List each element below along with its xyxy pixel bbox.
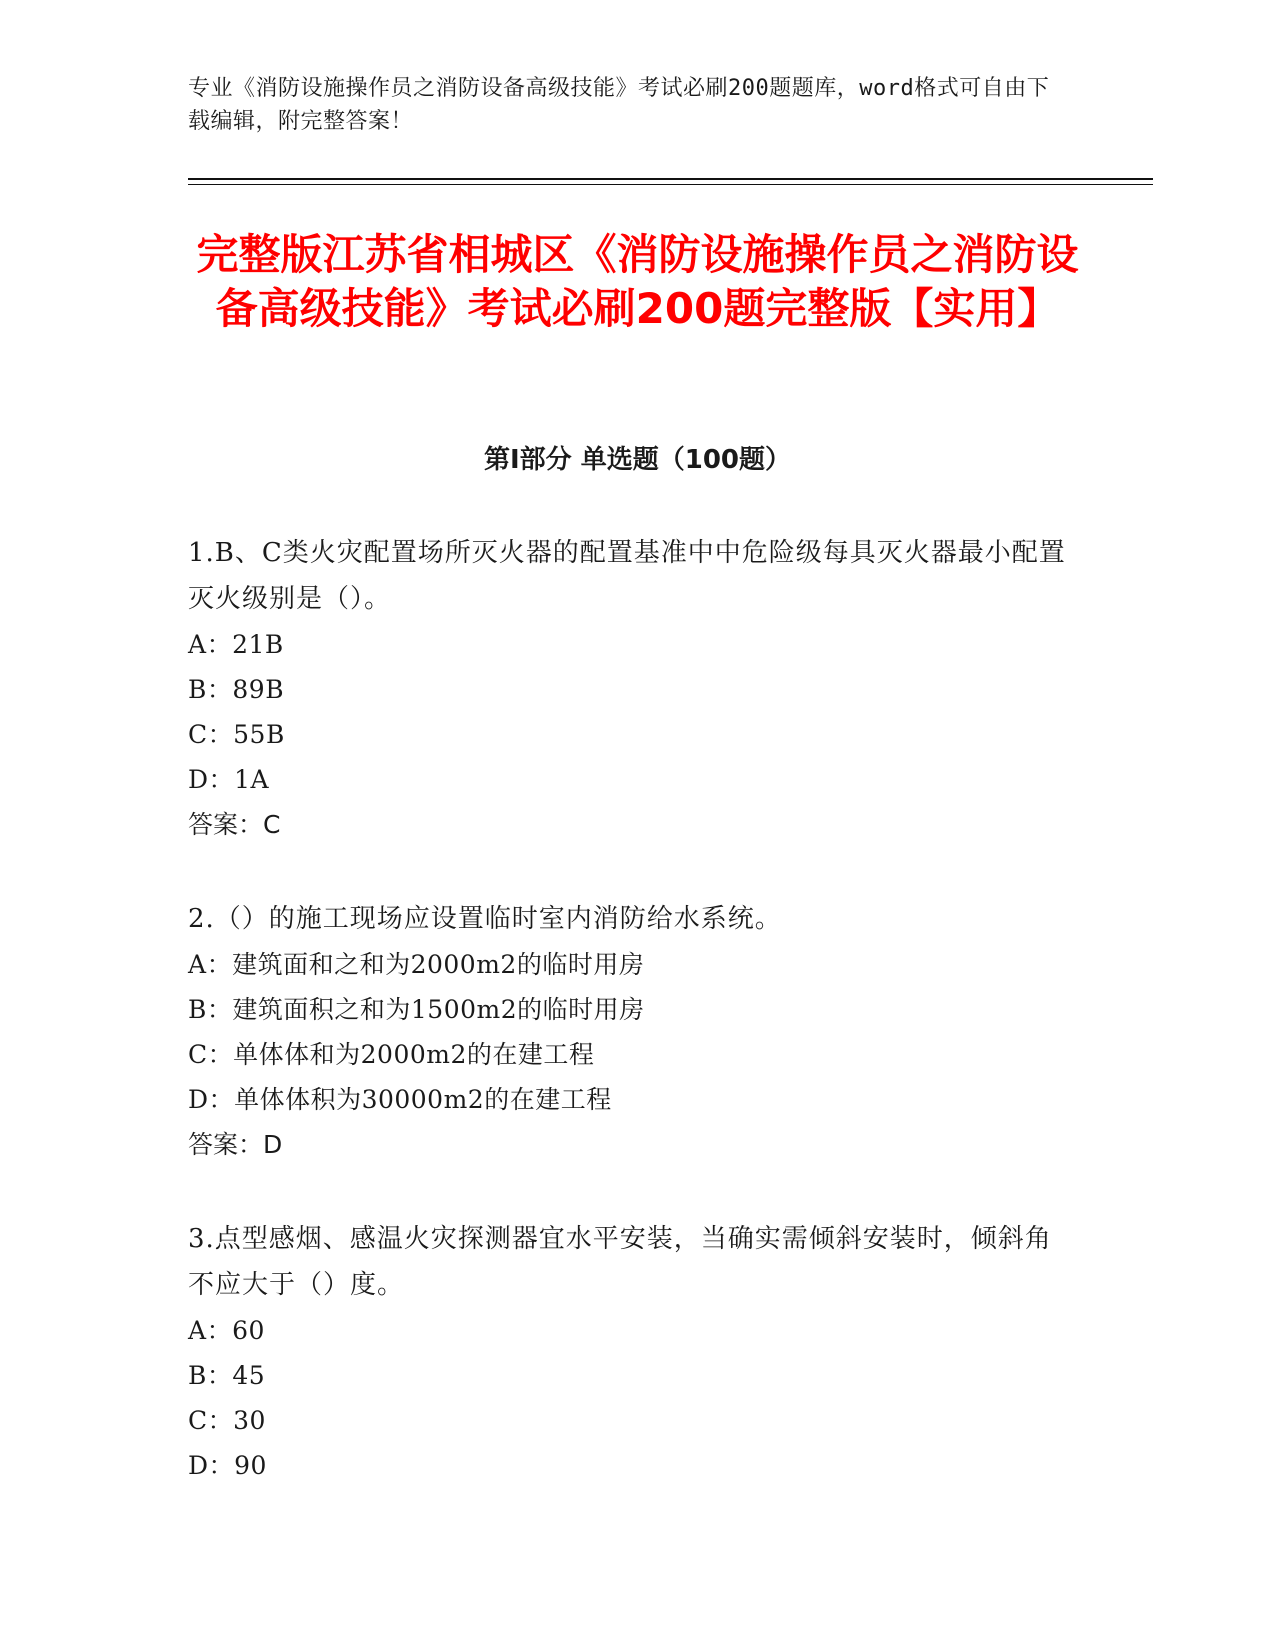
- option-text: 单体体和为2000m2的在建工程: [233, 1040, 595, 1069]
- section-heading: 第I部分 单选题（100题）: [484, 445, 791, 475]
- option-text: 45: [232, 1361, 266, 1390]
- document-title: 完整版江苏省相城区《消防设施操作员之消防设备高级技能》考试必刷200题完整版【实用】: [196, 230, 1079, 333]
- option-a: [188, 622, 1068, 667]
- option-d: [188, 1443, 1068, 1488]
- question-text: 1.B、C类火灾配置场所灭火器的配置基准中中危险级每具灭火器最小配置灭火级别是（）。: [188, 538, 1066, 614]
- option-letter: D: [188, 765, 209, 794]
- option-separator: ：: [206, 630, 233, 659]
- question-text: 3.点型感烟、感温火灾探测器宜水平安装，当确实需倾斜安装时，倾斜角不应大于（）度。: [188, 1224, 1052, 1300]
- option-letter: B: [188, 675, 207, 704]
- option-separator: ：: [207, 1040, 234, 1069]
- option-separator: ：: [206, 950, 233, 979]
- option-c: [188, 1398, 1068, 1443]
- option-text: 60: [232, 1316, 265, 1345]
- option-text: 90: [234, 1451, 267, 1480]
- question-1: [188, 530, 1068, 848]
- option-text: 建筑面和之和为2000m2的临时用房: [232, 950, 645, 979]
- option-text: 建筑面积之和为1500m2的临时用房: [232, 995, 645, 1024]
- option-b: [188, 1353, 1068, 1398]
- option-letter: A: [188, 950, 207, 979]
- option-separator: ：: [207, 720, 234, 749]
- option-letter: D: [188, 1085, 209, 1114]
- answer-line: 答案：C: [188, 810, 281, 839]
- option-text: 21B: [232, 630, 284, 659]
- option-d: [188, 1077, 1068, 1122]
- question-3: [188, 1216, 1068, 1488]
- header-note: 专业《消防设施操作员之消防设备高级技能》考试必刷200题题库，word格式可自由下载编辑，附完整答案！: [188, 76, 1050, 134]
- option-letter: C: [188, 720, 208, 749]
- option-separator: ：: [206, 1316, 233, 1345]
- option-a: [188, 942, 1068, 987]
- question-2: [188, 896, 1068, 1168]
- option-a: [188, 1308, 1068, 1353]
- option-text: 1A: [234, 765, 270, 794]
- option-text: 55B: [233, 720, 285, 749]
- option-text: 单体体积为30000m2的在建工程: [234, 1085, 612, 1114]
- question-text: 2.（）的施工现场应设置临时室内消防给水系统。: [188, 904, 782, 934]
- option-separator: ：: [208, 765, 235, 794]
- option-c: [188, 1032, 1068, 1077]
- option-b: [188, 987, 1068, 1032]
- option-separator: ：: [206, 995, 233, 1024]
- option-c: [188, 712, 1068, 757]
- option-text: 30: [233, 1406, 266, 1435]
- option-separator: ：: [207, 1406, 234, 1435]
- answer-line: 答案：D: [188, 1130, 283, 1159]
- header-rule-thick: [188, 178, 1153, 180]
- option-letter: C: [188, 1406, 208, 1435]
- option-letter: B: [188, 1361, 207, 1390]
- option-separator: ：: [208, 1085, 235, 1114]
- option-d: [188, 757, 1068, 802]
- option-separator: ：: [208, 1451, 235, 1480]
- option-separator: ：: [206, 1361, 233, 1390]
- option-letter: A: [188, 1316, 207, 1345]
- option-letter: A: [188, 630, 207, 659]
- option-b: [188, 667, 1068, 712]
- option-separator: ：: [206, 675, 233, 704]
- option-letter: C: [188, 1040, 208, 1069]
- header-rule-thin: [188, 184, 1153, 185]
- option-letter: B: [188, 995, 207, 1024]
- question-list: [188, 530, 1068, 1536]
- option-text: 89B: [232, 675, 285, 704]
- option-letter: D: [188, 1451, 209, 1480]
